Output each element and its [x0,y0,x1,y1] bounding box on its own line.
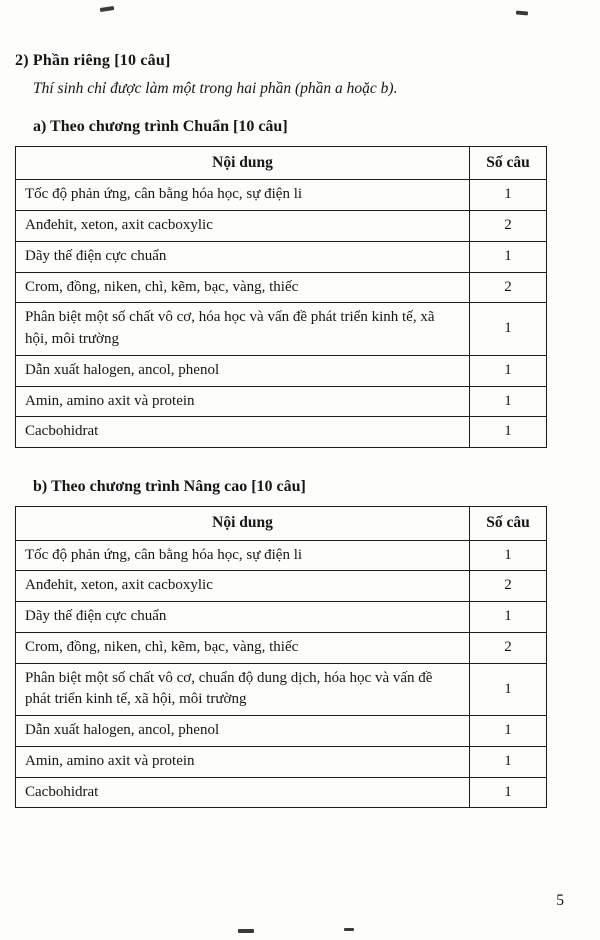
question-count-cell: 1 [470,663,547,716]
scan-artifact [516,10,528,15]
col-header-question-count: Số câu [470,147,547,180]
topic-cell: Cacbohidrat [16,417,470,448]
topic-cell: Amin, amino axit và protein [16,746,470,777]
question-count-cell: 2 [470,272,547,303]
question-count-cell: 1 [470,716,547,747]
col-header-content: Nội dung [16,507,470,540]
question-count-cell: 1 [470,355,547,386]
col-header-content: Nội dung [16,147,470,180]
instruction-note: Thí sinh chỉ được làm một trong hai phần (phần a hoặc b). [33,80,398,97]
question-count-cell: 1 [470,777,547,808]
question-count-cell: 1 [470,241,547,272]
question-count-cell: 1 [470,602,547,633]
question-count-cell: 2 [470,632,547,663]
topic-cell: Anđehit, xeton, axit cacboxylic [16,211,470,242]
topic-cell: Amin, amino axit và protein [16,386,470,417]
topic-cell: Phân biệt một số chất vô cơ, hóa học và vấn đề phát triển kinh tế, xã hội, môi trường [16,303,470,356]
table-row [16,663,547,716]
table-advanced-caption: b) Theo chương trình Nâng cao [10 câu] [33,478,306,496]
topic-cell: Crom, đồng, niken, chì, kẽm, bạc, vàng, thiếc [16,272,470,303]
table-row [16,355,547,386]
topic-cell: Crom, đồng, niken, chì, kẽm, bạc, vàng, thiếc [16,632,470,663]
question-count-cell: 1 [470,180,547,211]
topic-cell: Dãy thế điện cực chuẩn [16,241,470,272]
table-section-standard [15,118,547,448]
page-content [15,52,547,838]
question-count-cell: 1 [470,746,547,777]
header-row [16,507,547,540]
table-row [16,386,547,417]
table-standard-caption: a) Theo chương trình Chuẩn [10 câu] [33,118,288,135]
table-row [16,632,547,663]
table-row [16,571,547,602]
col-header-question-count: Số câu [470,507,547,540]
table-row [16,303,547,356]
table-row [16,417,547,448]
question-count-cell: 1 [470,540,547,571]
table-row [16,540,547,571]
table-section-advanced [15,478,547,808]
topic-cell: Dẫn xuất halogen, ancol, phenol [16,716,470,747]
question-count-cell: 1 [470,417,547,448]
table-row [16,241,547,272]
topic-cell: Tốc độ phản ứng, cân bằng hóa học, sự điện li [16,180,470,211]
table-row [16,716,547,747]
table-standard-program [15,146,547,448]
topic-cell: Dãy thế điện cực chuẩn [16,602,470,633]
topic-cell: Phân biệt một số chất vô cơ, chuẩn độ dung dịch, hóa học và vấn đề phát triển kinh tế, xã hội, môi trường [16,663,470,716]
question-count-cell: 2 [470,571,547,602]
header-row [16,147,547,180]
topic-cell: Anđehit, xeton, axit cacboxylic [16,571,470,602]
scan-artifact [100,6,114,12]
topic-cell: Dẫn xuất halogen, ancol, phenol [16,355,470,386]
table-row [16,180,547,211]
topic-cell: Tốc độ phản ứng, cân bằng hóa học, sự điện li [16,540,470,571]
question-count-cell: 1 [470,386,547,417]
table-row [16,602,547,633]
table-row [16,777,547,808]
section-heading: 2) Phần riêng [10 câu] [15,52,171,69]
page-number: 5 [556,892,564,909]
table-row [16,272,547,303]
table-advanced-program [15,506,547,808]
question-count-cell: 1 [470,303,547,356]
question-count-cell: 2 [470,211,547,242]
scan-artifact [238,929,254,933]
table-row [16,211,547,242]
topic-cell: Cacbohidrat [16,777,470,808]
table-row [16,746,547,777]
scan-artifact [344,928,354,931]
